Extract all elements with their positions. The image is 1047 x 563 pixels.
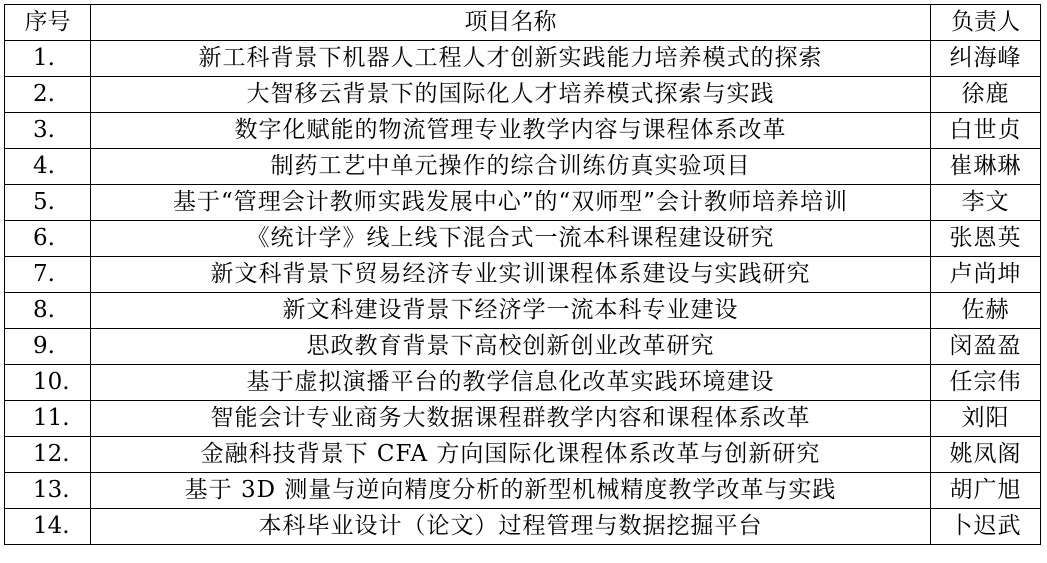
table-row — [5, 149, 1041, 185]
serial-number-cell: 13. — [5, 473, 91, 509]
table-row — [5, 329, 1041, 365]
project-name-cell: 大智移云背景下的国际化人才培养模式探索与实践 — [91, 77, 931, 113]
project-name-cell: 本科毕业设计（论文）过程管理与数据挖掘平台 — [91, 509, 931, 545]
owner-cell: 姚凤阁 — [931, 437, 1041, 473]
serial-number-cell: 4. — [5, 149, 91, 185]
project-name-cell: 制药工艺中单元操作的综合训练仿真实验项目 — [91, 149, 931, 185]
owner-cell: 纠海峰 — [931, 41, 1041, 77]
table-row — [5, 41, 1041, 77]
owner-cell: 胡广旭 — [931, 473, 1041, 509]
table-row — [5, 257, 1041, 293]
serial-number-cell: 12. — [5, 437, 91, 473]
header-owner: 负责人 — [931, 5, 1041, 41]
table-row — [5, 293, 1041, 329]
project-name-cell: 《统计学》线上线下混合式一流本科课程建设研究 — [91, 221, 931, 257]
owner-cell: 崔琳琳 — [931, 149, 1041, 185]
serial-number-cell: 10. — [5, 365, 91, 401]
table-row — [5, 221, 1041, 257]
serial-number-cell: 8. — [5, 293, 91, 329]
project-name-cell: 基于 3D 测量与逆向精度分析的新型机械精度教学改革与实践 — [91, 473, 931, 509]
owner-cell: 任宗伟 — [931, 365, 1041, 401]
project-name-cell: 基于虚拟演播平台的教学信息化改革实践环境建设 — [91, 365, 931, 401]
project-name-cell: 新工科背景下机器人工程人才创新实践能力培养模式的探索 — [91, 41, 931, 77]
owner-cell: 李文 — [931, 185, 1041, 221]
table-row — [5, 113, 1041, 149]
table-row — [5, 473, 1041, 509]
table-row — [5, 437, 1041, 473]
serial-number-cell: 1. — [5, 41, 91, 77]
owner-cell: 白世贞 — [931, 113, 1041, 149]
table-row — [5, 365, 1041, 401]
project-name-cell: 基于“管理会计教师实践发展中心”的“双师型”会计教师培养培训 — [91, 185, 931, 221]
serial-number-cell: 14. — [5, 509, 91, 545]
table-row — [5, 185, 1041, 221]
table-row — [5, 509, 1041, 545]
serial-number-cell: 2. — [5, 77, 91, 113]
owner-cell: 卢尚坤 — [931, 257, 1041, 293]
owner-cell: 卜迟武 — [931, 509, 1041, 545]
table-body — [5, 41, 1041, 545]
project-table — [4, 4, 1041, 545]
project-name-cell: 智能会计专业商务大数据课程群教学内容和课程体系改革 — [91, 401, 931, 437]
project-name-cell: 思政教育背景下高校创新创业改革研究 — [91, 329, 931, 365]
serial-number-cell: 3. — [5, 113, 91, 149]
serial-number-cell: 11. — [5, 401, 91, 437]
owner-cell: 佐赫 — [931, 293, 1041, 329]
table-row — [5, 77, 1041, 113]
serial-number-cell: 9. — [5, 329, 91, 365]
serial-number-cell: 6. — [5, 221, 91, 257]
project-name-cell: 数字化赋能的物流管理专业教学内容与课程体系改革 — [91, 113, 931, 149]
owner-cell: 刘阳 — [931, 401, 1041, 437]
serial-number-cell: 7. — [5, 257, 91, 293]
owner-cell: 闵盈盈 — [931, 329, 1041, 365]
project-table-container — [4, 4, 1041, 545]
header-project-name: 项目名称 — [91, 5, 931, 41]
owner-cell: 张恩英 — [931, 221, 1041, 257]
owner-cell: 徐鹿 — [931, 77, 1041, 113]
project-name-cell: 新文科建设背景下经济学一流本科专业建设 — [91, 293, 931, 329]
project-name-cell: 金融科技背景下 CFA 方向国际化课程体系改革与创新研究 — [91, 437, 931, 473]
project-name-cell: 新文科背景下贸易经济专业实训课程体系建设与实践研究 — [91, 257, 931, 293]
table-header-row — [5, 5, 1041, 41]
header-serial-number: 序号 — [5, 5, 91, 41]
table-row — [5, 401, 1041, 437]
serial-number-cell: 5. — [5, 185, 91, 221]
